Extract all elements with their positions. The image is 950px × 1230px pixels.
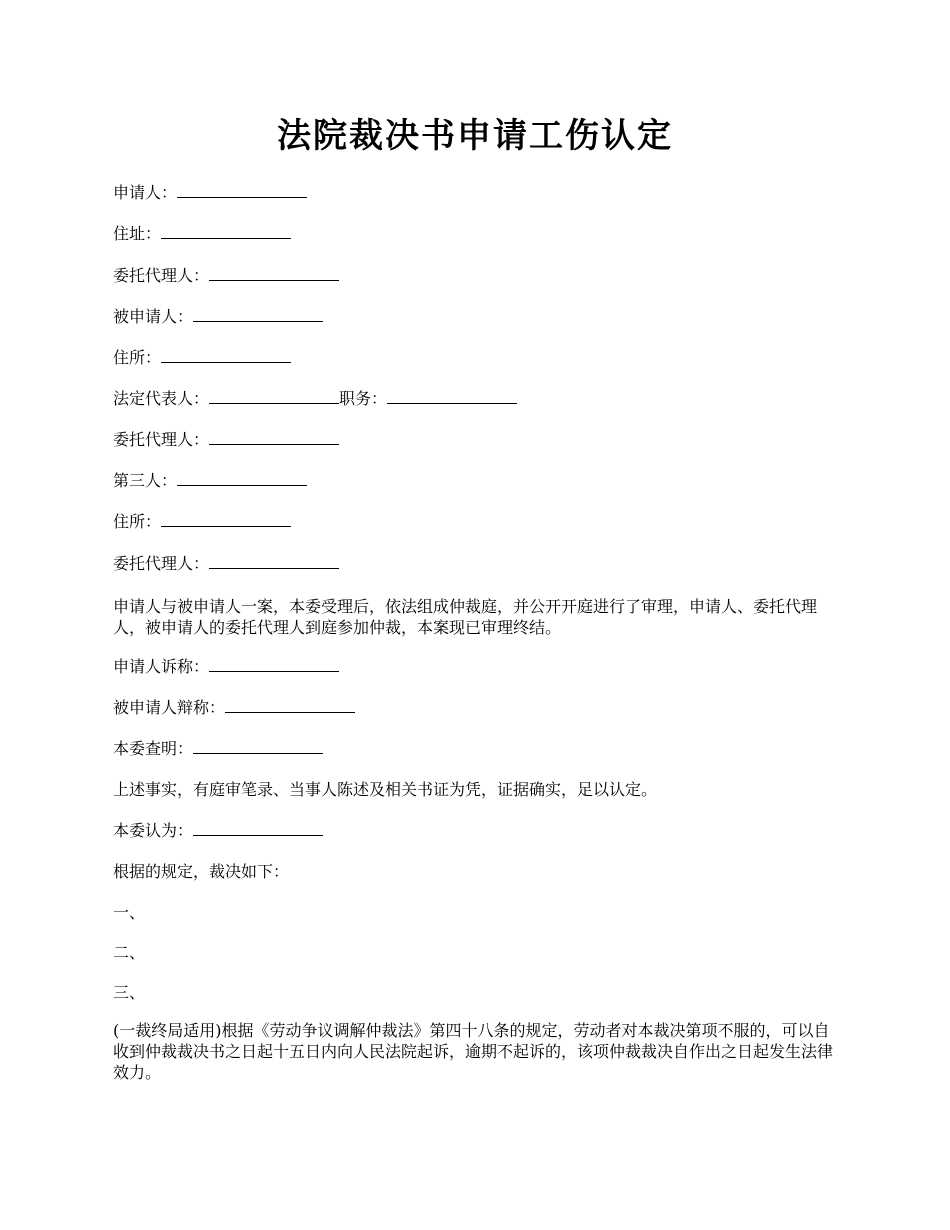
respondent-agent-line <box>113 429 339 451</box>
claim-line <box>113 656 339 678</box>
third-party-agent-line <box>113 553 339 575</box>
applicant-blank <box>177 182 307 198</box>
legal-rep-blank <box>209 388 339 404</box>
third-party-line <box>113 470 307 492</box>
position-label: 职务： <box>339 389 388 408</box>
defense-blank <box>225 697 355 713</box>
respondent-address-line <box>113 347 291 369</box>
defense-line <box>113 697 355 719</box>
third-party-address-line <box>113 511 291 533</box>
applicant-address-blank <box>161 223 291 239</box>
opinion-blank <box>193 820 323 836</box>
applicant-address-label: 住址： <box>113 224 162 243</box>
respondent-address-blank <box>161 347 291 363</box>
finding-line <box>113 738 323 760</box>
evidence-paragraph: 上述事实，有庭审笔录、当事人陈述及相关书证为凭，证据确实，足以认定。 <box>113 780 658 799</box>
respondent-address-label: 住所： <box>113 348 162 367</box>
hearing-paragraph: 申请人与被申请人一案，本委受理后，依法组成仲裁庭，并公开开庭进行了审理，申请人、委托代理人，被申请人的委托代理人到庭参加仲裁，本案现已审理终结。 <box>113 597 818 637</box>
final-paragraph: (一裁终局适用)根据《劳动争议调解仲裁法》第四十八条的规定，劳动者对本裁决第项不服的，可以自收到仲裁裁决书之日起十五日内向人民法院起诉，逾期不起诉的，该项仲裁裁决自作出之日起发生法律效力。 <box>113 1021 834 1082</box>
ruling-intro: 根据的规定，裁决如下： <box>113 862 290 881</box>
document-title: 法院裁决书申请工伤认定 <box>277 116 673 156</box>
defense-label: 被申请人辩称： <box>113 698 226 717</box>
applicant-line <box>113 182 307 204</box>
claim-label: 申请人诉称： <box>113 657 210 676</box>
opinion-label: 本委认为： <box>113 821 194 840</box>
finding-blank <box>193 738 323 754</box>
third-party-blank <box>177 470 307 486</box>
ruling-item-1: 一、 <box>113 903 146 922</box>
respondent-agent-label: 委托代理人： <box>113 430 210 449</box>
opinion-line <box>113 820 323 842</box>
third-party-agent-label: 委托代理人： <box>113 554 210 573</box>
applicant-agent-blank <box>209 265 339 281</box>
third-party-label: 第三人： <box>113 471 178 490</box>
respondent-label: 被申请人： <box>113 307 194 326</box>
finding-label: 本委查明： <box>113 739 194 758</box>
claim-blank <box>209 656 339 672</box>
applicant-agent-line <box>113 265 339 287</box>
ruling-item-3: 三、 <box>113 983 146 1002</box>
respondent-blank <box>193 306 323 322</box>
applicant-agent-label: 委托代理人： <box>113 266 210 285</box>
legal-rep-label: 法定代表人： <box>113 389 210 408</box>
respondent-agent-blank <box>209 429 339 445</box>
respondent-line <box>113 306 323 328</box>
ruling-item-2: 二、 <box>113 943 146 962</box>
third-party-agent-blank <box>209 553 339 569</box>
applicant-label: 申请人： <box>113 183 178 202</box>
position-blank <box>387 388 517 404</box>
third-party-address-label: 住所： <box>113 512 162 531</box>
legal-rep-line <box>113 388 517 410</box>
third-party-address-blank <box>161 511 291 527</box>
applicant-address-line <box>113 223 291 245</box>
